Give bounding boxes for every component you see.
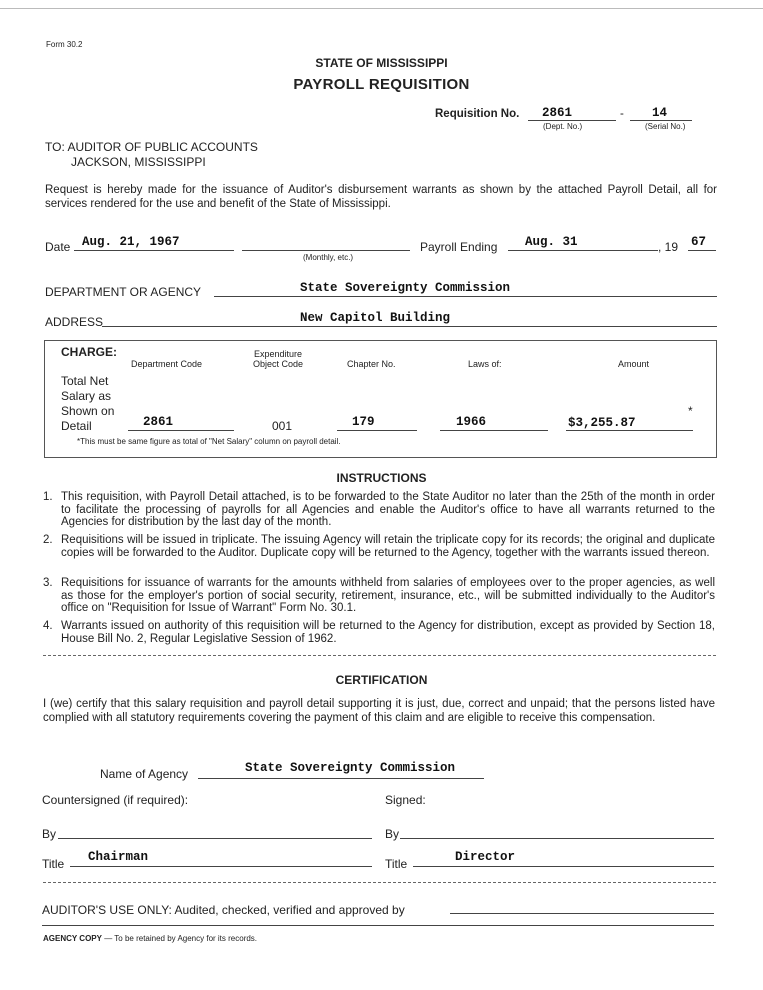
instruction-item-4 bbox=[43, 620, 715, 648]
payroll-ending-label: Payroll Ending bbox=[420, 240, 498, 254]
right-by-line[interactable] bbox=[400, 838, 714, 839]
instruction-text: Warrants issued on authority of this requisition will be returned to the Agency for distribution, except as provided by Section 18, House Bill No. 2, Regular Legislative Session of 1962. bbox=[61, 620, 715, 645]
left-title-label: Title bbox=[42, 857, 65, 871]
year-line bbox=[688, 250, 716, 251]
dept-code-value[interactable]: 2861 bbox=[143, 415, 174, 429]
agency-name-line bbox=[198, 778, 484, 779]
serial-no-caption: (Serial No.) bbox=[645, 122, 686, 131]
amount-line bbox=[566, 430, 693, 431]
instruction-number: 1. bbox=[43, 491, 53, 503]
instruction-number: 3. bbox=[43, 577, 53, 589]
agency-copy-rest: — To be retained by Agency for its records. bbox=[101, 934, 258, 943]
instructions-divider bbox=[43, 655, 716, 656]
instructions-title: INSTRUCTIONS bbox=[336, 471, 427, 485]
department-line bbox=[214, 296, 717, 297]
year-value[interactable]: 67 bbox=[691, 235, 707, 249]
charge-label: CHARGE: bbox=[61, 345, 117, 359]
page-title: PAYROLL REQUISITION bbox=[293, 76, 470, 93]
row-label-1: Total Net bbox=[61, 374, 109, 388]
date-line bbox=[74, 250, 234, 251]
dept-no-line bbox=[528, 120, 616, 121]
certification-title: CERTIFICATION bbox=[335, 673, 428, 687]
addressee-line2: JACKSON, MISSISSIPPI bbox=[71, 155, 206, 169]
monthly-line bbox=[242, 250, 410, 251]
col-chapter: Chapter No. bbox=[347, 359, 396, 369]
certification-divider bbox=[43, 882, 716, 883]
auditor-line[interactable] bbox=[450, 913, 714, 914]
certification-text: I (we) certify that this salary requisition and payroll detail supporting it is just, due, correct and unpaid; that the persons listed have complied with all statutory requirements covering the payment of this claim and are eligible to receive this compensation. bbox=[43, 698, 715, 724]
instruction-number: 2. bbox=[43, 534, 53, 546]
chapter-line bbox=[337, 430, 417, 431]
agency-copy-bold: AGENCY COPY bbox=[43, 934, 102, 943]
left-title-line bbox=[70, 866, 372, 867]
payroll-ending-line bbox=[508, 250, 658, 251]
left-title-value[interactable]: Chairman bbox=[88, 850, 149, 864]
right-by-label: By bbox=[385, 827, 400, 841]
form-number: Form 30.2 bbox=[46, 40, 83, 49]
instruction-text: This requisition, with Payroll Detail attached, is to be forwarded to the State Auditor no later than the 25th of the month in order to facilitate the processing of payrolls for all Agencies and enable the Auditor's office to have all warrants returned to the Agencies for distribution by the last day of the month. bbox=[61, 491, 715, 528]
right-title-line bbox=[413, 866, 714, 867]
instruction-item-1 bbox=[43, 491, 715, 531]
instruction-item-3 bbox=[43, 577, 715, 617]
left-by-label: By bbox=[42, 827, 57, 841]
dept-code-line bbox=[128, 430, 234, 431]
object-code-value[interactable]: 001 bbox=[272, 419, 293, 433]
date-label: Date bbox=[45, 240, 71, 254]
auditor-bottom-line bbox=[42, 925, 714, 926]
instruction-text: Requisitions for issuance of warrants for the amounts withheld from salaries of employees over to the proper agencies, as well as those for the employer's portion of social security, retirement, insurance, etc., will be submitted individually to the Auditor's office on "Requisition for Issue of Warrant" Form No. 30.1. bbox=[61, 577, 715, 614]
department-label: DEPARTMENT OR AGENCY bbox=[45, 285, 202, 299]
signed-label: Signed: bbox=[385, 793, 426, 807]
addressee-line1: TO: AUDITOR OF PUBLIC ACCOUNTS bbox=[45, 140, 258, 154]
countersigned-label: Countersigned (if required): bbox=[42, 793, 189, 807]
amount-value[interactable]: $3,255.87 bbox=[568, 416, 636, 430]
monthly-caption: (Monthly, etc.) bbox=[303, 253, 354, 262]
left-by-line[interactable] bbox=[58, 838, 372, 839]
dept-no-value[interactable]: 2861 bbox=[542, 106, 573, 120]
year-prefix: , 19 bbox=[658, 240, 679, 254]
address-value[interactable]: New Capitol Building bbox=[300, 311, 451, 325]
request-text: Request is hereby made for the issuance of Auditor's disbursement warrants as shown by the attached Payroll Detail, all for services rendered for the use and benefit of the State of Mississippi. bbox=[45, 184, 717, 210]
row-label-3: Shown on bbox=[61, 404, 115, 418]
dept-no-caption: (Dept. No.) bbox=[543, 122, 583, 131]
agency-name-label: Name of Agency bbox=[100, 767, 189, 781]
amount-asterisk: * bbox=[688, 404, 693, 418]
col-expenditure-1: Expenditure bbox=[253, 349, 303, 359]
col-expenditure-2: Object Code bbox=[252, 359, 304, 369]
requisition-separator: - bbox=[620, 108, 624, 120]
instruction-item-2 bbox=[43, 534, 715, 574]
date-value[interactable]: Aug. 21, 1967 bbox=[82, 235, 180, 249]
col-dept-code: Department Code bbox=[131, 359, 203, 369]
agency-name-value[interactable]: State Sovereignty Commission bbox=[245, 761, 456, 775]
col-laws: Laws of: bbox=[468, 359, 502, 369]
serial-no-line bbox=[630, 120, 692, 121]
instruction-number: 4. bbox=[43, 620, 53, 632]
col-amount: Amount bbox=[618, 359, 650, 369]
instruction-text: Requisitions will be issued in triplicate. The issuing Agency will retain the triplicate copy for its records; the original and duplicate copies will be forwarded to the Auditor. Duplicate copy will be returned to the Agency, together with the warrants issued thereon. bbox=[61, 534, 715, 559]
laws-value[interactable]: 1966 bbox=[456, 415, 487, 429]
chapter-value[interactable]: 179 bbox=[352, 415, 375, 429]
requisition-label: Requisition No. bbox=[435, 108, 520, 120]
right-title-label: Title bbox=[385, 857, 408, 871]
auditor-label: AUDITOR'S USE ONLY: Audited, checked, verified and approved by bbox=[42, 903, 405, 917]
scan-edge bbox=[0, 0, 763, 9]
address-line bbox=[102, 326, 717, 327]
state-heading: STATE OF MISSISSIPPI bbox=[315, 56, 448, 70]
department-value[interactable]: State Sovereignty Commission bbox=[300, 281, 511, 295]
laws-line bbox=[440, 430, 548, 431]
right-title-value[interactable]: Director bbox=[455, 850, 516, 864]
row-label-2: Salary as bbox=[61, 389, 112, 403]
serial-no-value[interactable]: 14 bbox=[652, 106, 668, 120]
row-label-4: Detail bbox=[61, 419, 92, 433]
agency-copy-note bbox=[43, 934, 257, 943]
payroll-ending-value[interactable]: Aug. 31 bbox=[525, 235, 578, 249]
address-label: ADDRESS bbox=[45, 315, 104, 329]
charge-footnote: *This must be same figure as total of "Net Salary" column on payroll detail. bbox=[77, 437, 341, 446]
